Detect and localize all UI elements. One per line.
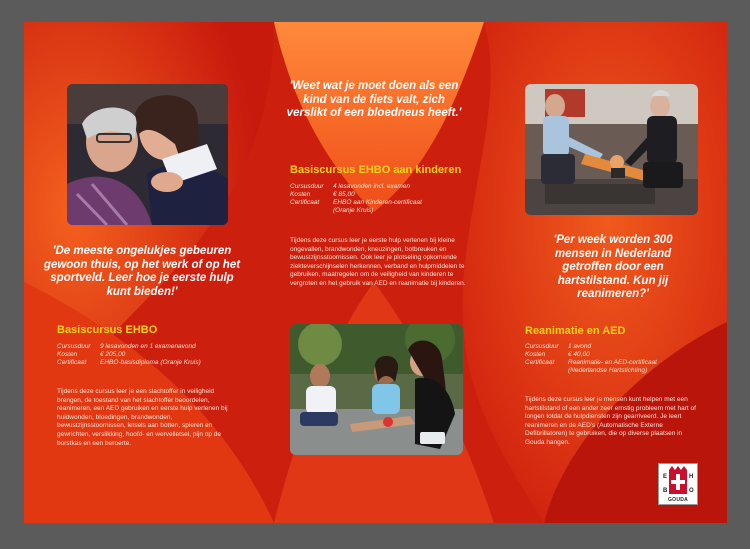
right-facts [525, 343, 705, 375]
logo-city: GOUDA [667, 497, 689, 503]
fact-row: Cursusduur 9 lesavonden en 1 examenavond [57, 343, 196, 350]
left-body-text: Tijdens deze cursus leer je een slachtoffer in veiligheid brengen, de toestand van het slachtoffer beoordelen, reanimeren, een AED gebruiken en eerste hulp verlenen bij huidwonden, bloedingen, brandwonden, bewustzijnsstoornissen, letsels aan botten, spieren en gewrichten, verslikking, hoofd- en wervelletsel, pijn op de borstkas en een beroerte. [57, 388, 228, 447]
logo-letter-o: O [689, 488, 694, 494]
fact-row: Cursusduur 4 lesavonden incl. examen [290, 183, 410, 190]
left-heading: Basiscursus EHBO [57, 324, 158, 336]
middle-heading: Basiscursus EHBO aan kinderen [290, 164, 462, 176]
logo-letter-e: E [663, 474, 668, 480]
fact-row: Kosten € 205,00 [57, 351, 126, 358]
fact-row: Certificaat Reanimatie- en AED-certificaat (Nederlandse Hartstichting) [525, 359, 657, 374]
fact-row: Certificaat EHBO aan Kinderen-certificaat (Oranje Kruis) [290, 199, 422, 214]
fact-row: Kosten € 40,00 [525, 351, 590, 358]
right-body-text: Tijdens deze cursus leer je mensen kunt helpen met een hartstilstand of een ander zeer ernstig probleem met hart of longen totdat de hulpdiensten zijn gearriveerd. Je leert reanimeren en de AED's (Automatische Externe Defibrillatoren) te gebruiken, die op diverse plaatsen in Gouda hangen. [525, 396, 696, 446]
fact-row: Cursusduur 1 avond [525, 343, 592, 350]
photo-caregiver [67, 84, 228, 225]
fact-row: Kosten € 85,00 [290, 191, 355, 198]
fact-row: Certificaat EHBO-basisdiploma (Oranje Kruis) [57, 359, 201, 366]
ehbo-gouda-logo [658, 463, 698, 505]
middle-facts [290, 183, 470, 215]
brochure-spread [24, 22, 727, 523]
photo-cpr [525, 84, 698, 215]
photo-child-first-aid [290, 324, 463, 455]
left-quote: 'De meeste ongelukjes gebeuren gewoon thuis, op het werk of op het sportveld. Leer hoe je eerste hulp kunt bieden!' [43, 245, 241, 298]
right-quote: 'Per week worden 300 mensen in Nederland getroffen door een hartstilstand. Kun jij reanimeren?' [553, 234, 673, 300]
middle-body-text: Tijdens deze cursus leer je eerste hulp verlenen bij kleine ongevallen, brandwonden, kneuzingen, botbreuken en bewustzijnsstoornissen. Ook leer je plotseling opkomende ziekteverschijnselen herkennen, verband en hulpmiddelen te gebruiken, maatregelen om de veiligheid van kinderen te vergroten en het gebruik van AED en reanimatie bij kinderen. [290, 237, 466, 287]
right-heading: Reanimatie en AED [525, 325, 626, 337]
middle-quote: 'Weet wat je moet doen als een kind van de fiets valt, zich verslikt of een bloedneus heeft.' [286, 80, 462, 119]
logo-letter-b: B [663, 488, 668, 494]
left-facts [57, 343, 247, 367]
logo-letter-h: H [689, 474, 694, 480]
